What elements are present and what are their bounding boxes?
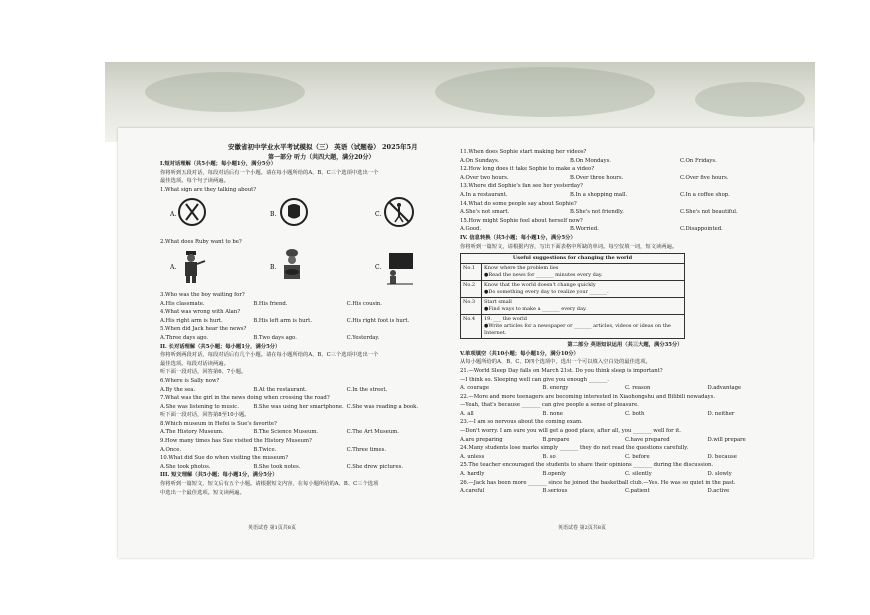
left-question-group-3: [160, 420, 440, 472]
answer-option: A.She took photos.: [160, 463, 211, 470]
instruction-line: 你将听到五段对话，每段对话后有一个小题。请在每小题所给的A、B、C三个选项中选出一个: [160, 169, 379, 176]
answer-options: [160, 463, 440, 472]
question-text: 4.What was wrong with Alan?: [160, 309, 241, 316]
answer-options: [460, 384, 790, 393]
answer-options: [460, 157, 790, 166]
no-walking-sign-icon: [375, 194, 411, 230]
sign-option-label: A.: [170, 211, 177, 219]
question-text-continued: —I think so. Sleeping well can give you enough _______.: [460, 376, 609, 383]
answer-option: A.On Sundays.: [460, 157, 500, 164]
answer-options: [460, 436, 790, 445]
answer-option: C. before: [625, 453, 650, 460]
answer-option: B.She's not friendly.: [570, 209, 624, 216]
answer-options: [160, 428, 440, 437]
answer-option: A.His classmate.: [160, 300, 205, 307]
picture-option-label: B.: [270, 263, 277, 271]
section-heading: I.短对话理解（共5小题；每小题1分，满分5分）: [160, 161, 277, 167]
info-table-row-content: [482, 281, 685, 298]
background-blur-blob: [435, 67, 655, 117]
question-text-continued: —Yeah, that's because _______ can give people a sense of pleasure.: [460, 402, 639, 409]
answer-option: B.openly: [542, 471, 566, 478]
answer-option: B.serious: [542, 488, 568, 495]
background-blur-blob: [695, 82, 805, 117]
answer-option: A.In a restaurant.: [460, 191, 508, 198]
answer-option: B.Twice.: [253, 446, 277, 453]
section-4-instructions: [460, 234, 790, 251]
instruction-line: 你将听到一篇短文，请根据内容，写出下面表格中所缺的单词。每空仅填一词，短文读两遍。: [460, 243, 678, 250]
question-text: 21.—World Sleep Day falls on March 21st. Do you think sleep is important?: [460, 367, 663, 374]
question-text: 25.The teacher encouraged the students to share their opinions _______ during the discussion.: [460, 462, 714, 469]
answer-option: B.Two days ago.: [253, 334, 297, 341]
info-table-line: 19. ___ the world: [484, 316, 527, 323]
question-text: 13.Where did Sophie's fan see her yesterday?: [460, 183, 583, 190]
cook-picture-icon: [270, 247, 310, 285]
answer-options: [160, 300, 440, 309]
answer-option: B. energy: [542, 385, 569, 392]
question-text: 12.How long does it take Sophie to make a video?: [460, 166, 595, 173]
answer-option: C. both: [625, 410, 645, 417]
sign-option-label: C.: [375, 211, 382, 219]
answer-options: [460, 174, 790, 183]
question-text: 9.How many times has Sue visited the History Museum?: [160, 438, 312, 445]
answer-option: C.Yesterday.: [346, 334, 380, 341]
question-text: 11.When does Sophie start making her videos?: [460, 149, 587, 155]
answer-options: [460, 225, 790, 234]
info-table-row-content: [482, 264, 685, 281]
answer-option: C. reason: [625, 385, 651, 392]
info-table-title: Useful suggestions for changing the world: [461, 254, 685, 264]
question-text: 15.How might Sophie feel about herself now?: [460, 217, 583, 224]
teacher-picture-icon: [375, 247, 415, 285]
info-table-row-content: [482, 315, 685, 339]
answer-option: C.His right foot is hurt.: [346, 317, 410, 324]
pet-sign-icon: [270, 194, 306, 230]
instruction-line: 最佳选项。每段对话读两遍。: [160, 360, 229, 367]
answer-option: A.are preparing: [460, 436, 503, 443]
answer-option: A.Over two hours.: [460, 174, 509, 181]
right-column: [460, 148, 790, 496]
question-text: 8.Which museum in Hefei is Sue's favorite?: [160, 420, 277, 427]
part1-title: 第一部分 听力（共四大题，满分20分）: [268, 154, 375, 161]
info-table-row: [461, 281, 685, 298]
instruction-line: 2.What does Ruby want to be?: [160, 239, 242, 246]
answer-options: [460, 208, 790, 217]
exam-sheet: [118, 128, 813, 558]
section-heading: II. 长对话理解（共5小题；每小题1分，满分5分）: [160, 343, 281, 350]
answer-option: D.advantage: [707, 385, 742, 392]
answer-option: B.On Mondays.: [570, 157, 611, 164]
section-3-instructions: [160, 471, 440, 497]
answer-option: B.prepare: [542, 436, 570, 443]
question-text: 26.—Jack has been more _______ since he joined the basketball club.—Yes. He was so quiet in the past.: [460, 479, 736, 486]
left-question-group-1: [160, 291, 440, 343]
instruction-line: 从每小题所给的A、B、C、D四个选项中，选出一个可以填入空白处的最佳选项。: [460, 359, 651, 366]
answer-option: C.She was reading a book.: [346, 403, 419, 410]
answer-option: B.Over three hours.: [570, 174, 624, 181]
exam-title: 安徽省初中学业水平考试模拟（三） 英语（试题卷） 2025年5月: [228, 143, 418, 151]
answer-option: C. silently: [625, 471, 652, 478]
no-eating-sign-icon: [170, 194, 206, 230]
right-question-group-1: [460, 148, 790, 234]
instruction-line: 你将听到两段对话，每段对话后有几个小题。请在每小题所给的A、B、C三个选项中选出一个: [160, 352, 379, 359]
question-text-continued: —Don't worry. I am sure you will get a good place, after all, you _______ well for it.: [460, 428, 681, 435]
answer-option: B. so: [542, 453, 556, 460]
section-heading: V.单项填空（共10小题；每小题1分，满分10分）: [460, 350, 579, 357]
answer-option: C.Three times.: [346, 446, 387, 453]
right-question-group-2: [460, 367, 790, 496]
question-text: 22.—More and more teenagers are becoming interested in Xiaohongshu and Bilibili nowadays.: [460, 393, 716, 400]
answer-option: A. unless: [460, 453, 485, 460]
section-heading: III. 短文理解（共5小题；每小题1分，满分5分）: [160, 472, 278, 479]
answer-option: D. neither: [707, 410, 735, 417]
picture-option-label: C.: [375, 263, 382, 271]
answer-options: [160, 334, 440, 343]
answer-option: C.In the street.: [346, 386, 388, 393]
question-text: 23.—I am so nervous about the coming exam.: [460, 419, 583, 426]
answer-option: A.The History Museum.: [160, 429, 224, 436]
answer-option: D.will prepare: [707, 436, 746, 443]
answer-option: A.His right arm is hurt.: [160, 317, 223, 324]
left-lines: [160, 160, 440, 194]
answer-option: A.Once.: [160, 446, 182, 453]
instruction-line: 听下面一段对话，回答第6、7小题。: [160, 369, 247, 376]
sign-option-label: B.: [270, 211, 277, 219]
answer-option: A.She was listening to music.: [160, 403, 239, 410]
question-text: 10.What did Sue do when visiting the museum?: [160, 455, 289, 462]
question-text: 6.Where is Sally now?: [160, 377, 220, 384]
answer-option: A.She's not smart.: [460, 209, 510, 216]
answer-option: B.In a shopping mall.: [570, 191, 628, 198]
info-table-line: Know where the problem lies: [484, 265, 559, 272]
question-text: 5.When did Jack hear the news?: [160, 326, 247, 333]
answer-option: B.She was using her smartphone.: [253, 403, 344, 410]
answer-option: A. courage: [460, 385, 489, 392]
instruction-line: 你将听到一篇短文，短文后有五个小题。请根据短文内容，在每小题所给的A、B、C三个选项: [160, 481, 379, 488]
info-table: [460, 253, 685, 339]
question-text: 24.Many students lose marks simply _______ they do not read the questions carefully.: [460, 445, 689, 452]
question-text: 14.What do some people say about Sophie?: [460, 200, 577, 207]
answer-option: C.His cousin.: [346, 300, 382, 307]
info-table-row: [461, 315, 685, 339]
info-table-row: [461, 264, 685, 281]
job-picture-options: [160, 247, 440, 291]
mid-note: 听下面一段对话，回答第8至10小题。: [160, 412, 250, 419]
answer-option: B.The Science Museum.: [253, 429, 319, 436]
answer-option: C.In a coffee shop.: [680, 191, 730, 198]
info-table-line: ●Read the news for _______ minutes every day.: [484, 272, 603, 279]
answer-option: B.She took notes.: [253, 463, 301, 470]
sign-options: [160, 194, 440, 238]
background-blur-blob: [145, 72, 305, 112]
info-table-line: ●Write articles for a newspaper or _______ articles, videos or ideas on the Internet.: [484, 323, 671, 337]
answer-option: C.She drew pictures.: [346, 463, 403, 470]
info-table-line: ●Do something every day to realize your _______.: [484, 289, 609, 296]
answer-option: A. all: [460, 410, 474, 417]
answer-option: B.His friend.: [253, 300, 288, 307]
answer-options: [160, 403, 440, 412]
answer-option: A.Three days ago.: [160, 334, 209, 341]
answer-options: [160, 317, 440, 326]
instruction-line: 1.What sign are they talking about?: [160, 186, 257, 193]
left-column: [160, 160, 440, 497]
info-table-line: Know that the world doesn't change quickly: [484, 282, 596, 289]
answer-option: A.By the sea.: [160, 386, 196, 393]
info-table-row-number: No.1: [461, 264, 482, 281]
answer-option: D.active: [707, 488, 730, 495]
instruction-line: 最佳选项。每个句子读两遍。: [160, 178, 229, 185]
policeman-picture-icon: [170, 247, 210, 285]
answer-option: B. none: [542, 410, 563, 417]
footer-page-1: 英语试卷 第1页共8页: [248, 525, 296, 531]
answer-option: C.have prepared: [625, 436, 670, 443]
section-heading: IV. 信息转换（共5小题；每小题1分，满分5分）: [460, 234, 576, 241]
answer-option: A. hardly: [460, 471, 485, 478]
answer-option: C.The Art Museum.: [346, 429, 399, 436]
info-table-row-number: No.4: [461, 315, 482, 339]
answer-option: D. because: [707, 453, 737, 460]
answer-option: C.Disappointed.: [680, 226, 723, 233]
section-5-instructions: [460, 350, 790, 367]
answer-option: D. slowly: [707, 471, 732, 478]
answer-options: [160, 446, 440, 455]
instruction-line: 中选出一个最佳选项。短文读两遍。: [160, 489, 245, 496]
answer-options: [460, 470, 790, 479]
answer-options: [460, 487, 790, 496]
answer-option: A.careful: [460, 488, 485, 495]
info-table-row: [461, 298, 685, 315]
question-text: 3.Who was the boy waiting for?: [160, 291, 245, 298]
footer-page-2: 英语试卷 第2页共8页: [558, 525, 606, 531]
info-table-row-number: No.2: [461, 281, 482, 298]
info-table-row-content: [482, 298, 685, 315]
section-2-instructions: [160, 343, 440, 377]
answer-option: C.patient: [625, 488, 650, 495]
answer-option: C.On Fridays.: [680, 157, 717, 164]
answer-option: C.Over five hours.: [680, 174, 729, 181]
info-table-row-number: No.3: [461, 298, 482, 315]
part2-title: 第二部分 英语知识运用（共三大题，满分35分）: [567, 342, 683, 349]
answer-option: B.At the restaurant.: [253, 386, 307, 393]
info-table-line: Start small: [484, 299, 512, 306]
answer-options: [460, 191, 790, 200]
left-lines-2: [160, 238, 440, 247]
answer-option: C.She's not beautiful.: [680, 209, 738, 216]
question-text: 7.What was the girl in the news doing when crossing the road?: [160, 395, 330, 402]
picture-option-label: A.: [170, 263, 177, 271]
answer-option: B.Worried.: [570, 226, 599, 233]
answer-options: [460, 453, 790, 462]
answer-option: A.Good.: [460, 226, 482, 233]
left-question-group-2: [160, 377, 440, 411]
answer-options: [460, 410, 790, 419]
info-table-line: ●Find ways to make a _______ every day.: [484, 306, 587, 313]
answer-option: B.His left arm is hurt.: [253, 317, 312, 324]
answer-options: [160, 386, 440, 395]
